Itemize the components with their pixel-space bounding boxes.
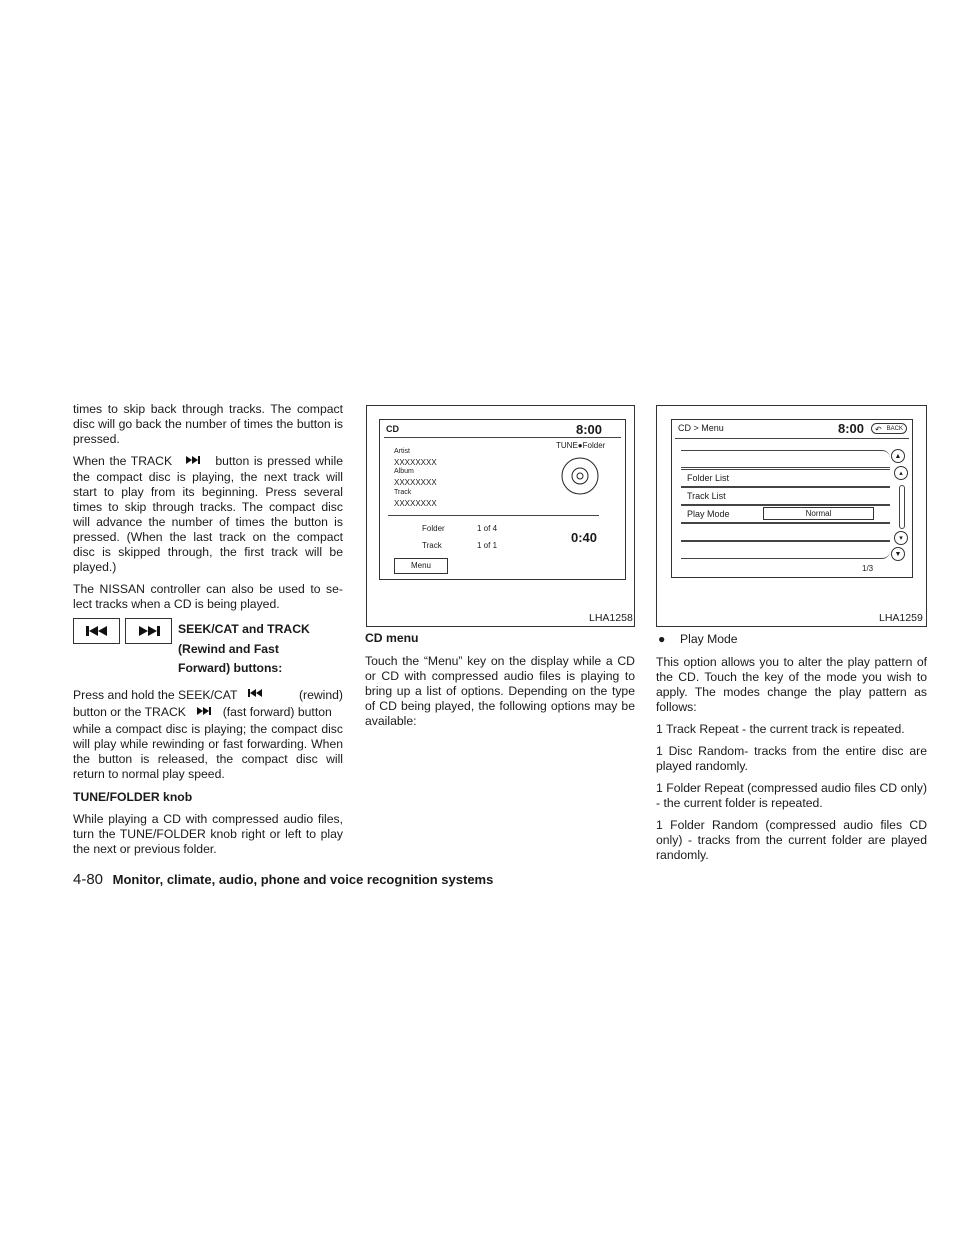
title-divider <box>384 437 621 438</box>
seek-heading-line-2: (Rewind and Fast <box>178 641 279 656</box>
menu-clock: 8:00 <box>838 421 865 436</box>
seek-heading <box>178 620 348 679</box>
tune-folder-heading: TUNE/FOLDER knob <box>73 789 193 804</box>
track-text-before: When the TRACK <box>73 454 173 469</box>
right-paragraph-1: This option allows you to alter the play pattern of the CD. Touch the key of the mode you wish to apply. The modes change the play pattern as follows: <box>656 655 927 714</box>
menu-row-blank-1 <box>681 523 890 541</box>
fast-forward-icon <box>177 454 211 470</box>
track-row-value: 1 of 1 <box>477 541 498 550</box>
folder-row-value: 1 of 4 <box>477 524 498 533</box>
cd-clock: 8:00 <box>576 422 603 437</box>
menu-row-blank-top <box>681 450 890 468</box>
cd-menu-paragraph: Touch the “Menu” key on the display while a CD or CD with compressed audio files is playing to bring up a list of options. Depending on the type of CD being played, the following options may be available: <box>365 654 635 728</box>
menu-button[interactable]: Menu <box>394 558 448 574</box>
bullet-text: Play Mode <box>680 632 738 646</box>
page-footer <box>73 871 493 888</box>
left-paragraph-3: The NISSAN controller can also be used to se-lect tracks when a CD is being played. <box>73 582 343 611</box>
left-paragraph-5: While playing a CD with compressed audio files, turn the TUNE/FOLDER knob right or left to play the next or previous folder. <box>73 811 343 856</box>
folder-row-label: Folder <box>422 524 445 533</box>
scroll-up-icon: ▴ <box>899 470 903 477</box>
rewind-icon <box>241 687 271 704</box>
right-column <box>656 632 927 870</box>
menu-item-folder-list[interactable]: Folder List <box>681 469 890 487</box>
back-button[interactable] <box>871 423 907 434</box>
scroll-bottom-button[interactable] <box>891 547 905 561</box>
album-value: XXXXXXXX <box>394 478 437 487</box>
left-column-lower <box>73 687 343 864</box>
page-indicator: 1/3 <box>862 564 874 573</box>
elapsed-time: 0:40 <box>571 530 598 545</box>
figure-2-caption: LHA1259 <box>879 612 923 624</box>
menu-breadcrumb: CD > Menu <box>678 423 724 433</box>
seek-heading-line-1: SEEK/CAT and TRACK <box>178 622 310 636</box>
knob-icon: ● <box>577 441 583 450</box>
page-number: 4-80 <box>73 871 104 888</box>
menu-item-track-list[interactable]: Track List <box>681 487 890 505</box>
scroll-down-icon: ▾ <box>899 535 903 542</box>
tune-folder-label <box>556 441 605 450</box>
scroll-down-icon: ▼ <box>894 550 902 558</box>
disc-icon <box>560 456 600 498</box>
p4-b: (rewind) <box>298 688 343 702</box>
menu-row-blank-2 <box>681 541 890 559</box>
track-text-after: button is pressed while the compact disc is playing, the next track will start to play from its beginning. Press several times to skip through tracks. The compact disc will advance the number of times the button is pressed. (When the last track on the compact disc is skipped through, the first track will be played.) <box>73 454 344 574</box>
left-paragraph-2 <box>73 454 343 575</box>
menu-title-divider <box>675 438 909 439</box>
right-paragraph-3: 1 Disc Random- tracks from the entire disc are played randomly. <box>656 744 927 773</box>
section-title: Monitor, climate, audio, phone and voice recognition systems <box>112 872 494 887</box>
right-paragraph-4: 1 Folder Repeat (compressed audio files CD only) - the current folder is repeated. <box>656 781 927 810</box>
rewind-icon <box>83 624 111 638</box>
right-paragraph-5: 1 Folder Random (compressed audio files CD only) - tracks from the current folder are played randomly. <box>656 818 927 862</box>
scrollbar-track[interactable] <box>899 485 905 529</box>
info-divider <box>388 515 599 516</box>
scroll-down-button[interactable] <box>894 531 908 545</box>
left-column <box>73 402 343 619</box>
track-button-icon <box>125 618 172 644</box>
artist-value: XXXXXXXX <box>394 458 437 467</box>
seek-heading-line-3: Forward) buttons: <box>178 661 283 675</box>
play-mode-bullet <box>656 632 927 647</box>
track-value: XXXXXXXX <box>394 499 437 508</box>
p4-e: while a compact disc is playing; the compact disc will play while rewinding or fast forwarding. When the button is released, the compact disc will return to normal play speed. <box>73 721 343 781</box>
cd-screen-title: CD <box>386 424 399 434</box>
left-paragraph-1: times to skip back through tracks. The compact disc will go back the number of times the button is pressed. <box>73 402 343 446</box>
artist-label: Artist <box>394 448 410 455</box>
album-label: Album <box>394 468 414 475</box>
folder-word: Folder <box>582 441 606 450</box>
figure-1-caption: LHA1258 <box>589 612 633 624</box>
seek-cat-button-icon <box>73 618 120 644</box>
p4-c: button or the TRACK <box>73 705 186 720</box>
back-arrow-icon: ↶ <box>875 425 882 434</box>
p4-a: Press and hold the SEEK/CAT <box>73 688 238 702</box>
tune-label: TUNE <box>556 441 578 450</box>
fast-forward-icon <box>189 705 219 722</box>
play-mode-value-box[interactable]: Normal <box>763 507 874 520</box>
play-mode-label: Play Mode <box>687 509 730 519</box>
scroll-top-button[interactable] <box>891 449 905 463</box>
left-paragraph-4 <box>73 687 343 782</box>
back-label: BACK <box>886 426 903 432</box>
bullet-icon: ● <box>658 632 666 646</box>
scroll-up-button[interactable] <box>894 466 908 480</box>
track-row-label: Track <box>422 541 442 550</box>
track-label: Track <box>394 489 412 496</box>
cd-menu-heading: CD menu <box>365 631 419 645</box>
cd-display-screen <box>379 419 626 580</box>
fast-forward-icon <box>135 624 163 638</box>
right-paragraph-2: 1 Track Repeat - the current track is repeated. <box>656 722 905 736</box>
scroll-up-icon: ▲ <box>894 452 902 460</box>
middle-column <box>365 631 635 736</box>
p4-d: (fast forward) button <box>222 705 332 720</box>
